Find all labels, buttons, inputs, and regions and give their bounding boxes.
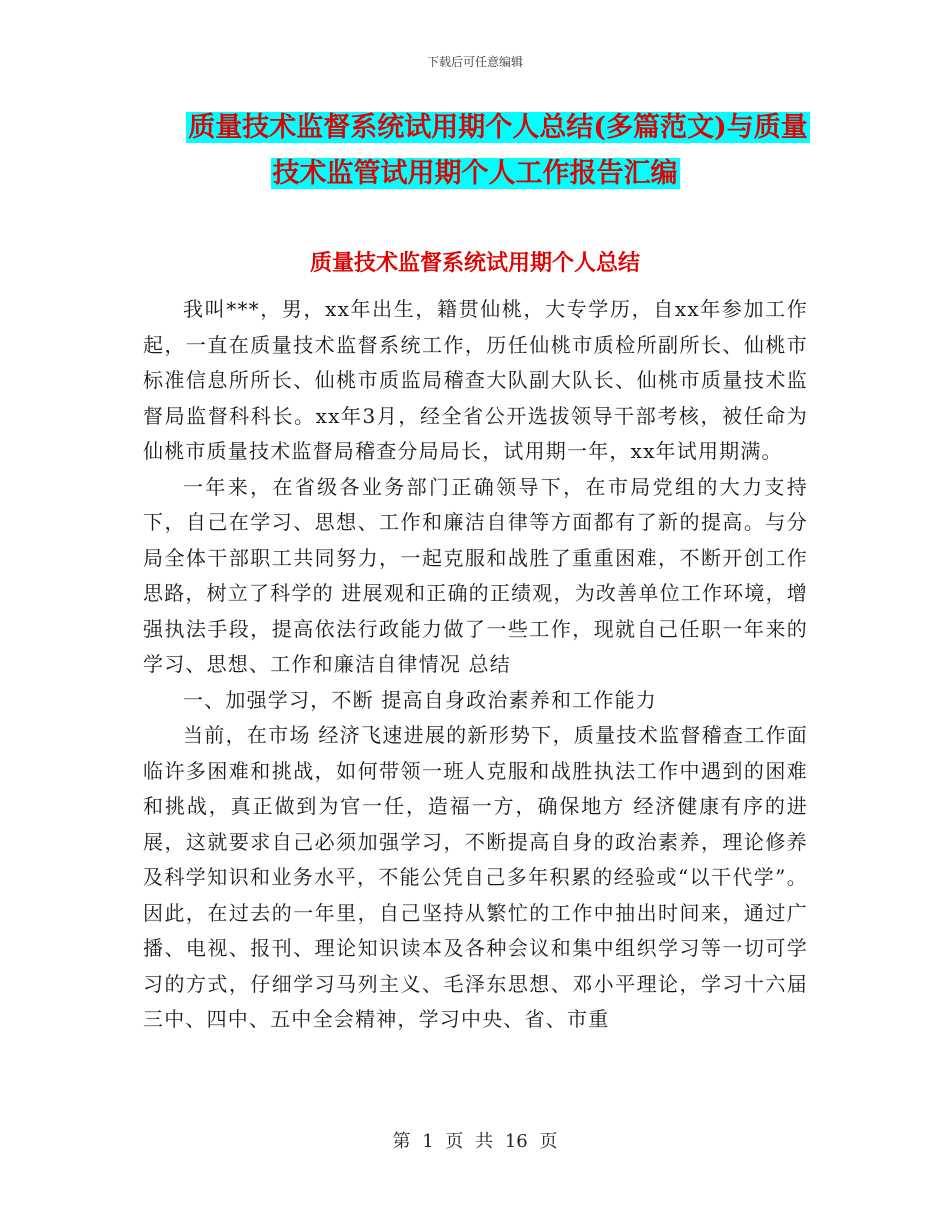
document-title-line-2-text: 技术监管试用期个人工作报告汇编 (272, 158, 678, 189)
paragraph: 我叫***，男，xx年出生，籍贯仙桃，大专学历，自xx年参加工作起，一直在质量技术监督系统工作，历任仙桃市质检所副所长、仙桃市标准信息所所长、仙桃市质监局稽查大队副大队长、仙桃市质量技术监督局监督科科长。xx年3月，经全省公开选拔领导干部考核，被任命为仙桃市质量技术监督局稽查分局局长，试用期一年，xx年试用期满。 (143, 297, 808, 463)
document-title-line-1-text: 质量技术监督系统试用期个人总结(多篇范文)与质量 (188, 112, 808, 143)
paragraph: 当前，在市场 经济飞速进展的新形势下，质量技术监督稽查工作面临许多困难和挑战，如何带领一班人克服和战胜执法工作中遇到的困难和挑战，真正做到为官一任，造福一方，确保地方 经济健康有序的进展，这就要求自己必须加强学习，不断提高自身的政治素养，理论修养及科学知识和业务水平，不能公凭自己多年积累的经验或“以干代学”。因此，在过去的一年里，自己坚持从繁忙的工作中抽出时间来，通过广播、电视、报刊、理论知识读本及各种会议和集中组织学习等一切可学习的方式，仔细学习马列主义、毛泽东思想、邓小平理论，学习十六届三中、四中、五中全会精神，学习中央、省、市重 (143, 723, 808, 1031)
section-heading: 一、加强学习，不断 提高自身政治素养和工作能力 (183, 687, 657, 712)
document-title-line-1 (0, 108, 950, 148)
section-title: 质量技术监督系统试用期个人总结 (309, 250, 640, 276)
page-number: 第 1 页 共 16 页 (392, 1131, 558, 1152)
document-title-line-2 (0, 154, 950, 194)
paragraph: 一年来，在省级各业务部门正确领导下，在市局党组的大力支持下，自己在学习、思想、工作和廉洁自律等方面都有了新的提高。与分局全体干部职工共同努力，一起克服和战胜了重重困难，不断开创工作思路，树立了科学的 进展观和正确的正绩观，为改善单位工作环境，增强执法手段，提高依法行政能力做了一些工作，现就自己任职一年来的学习、思想、工作和廉洁自律情况 总结 (143, 474, 808, 676)
header-note: 下载后可任意编辑 (426, 55, 523, 69)
document-body (143, 292, 808, 1038)
